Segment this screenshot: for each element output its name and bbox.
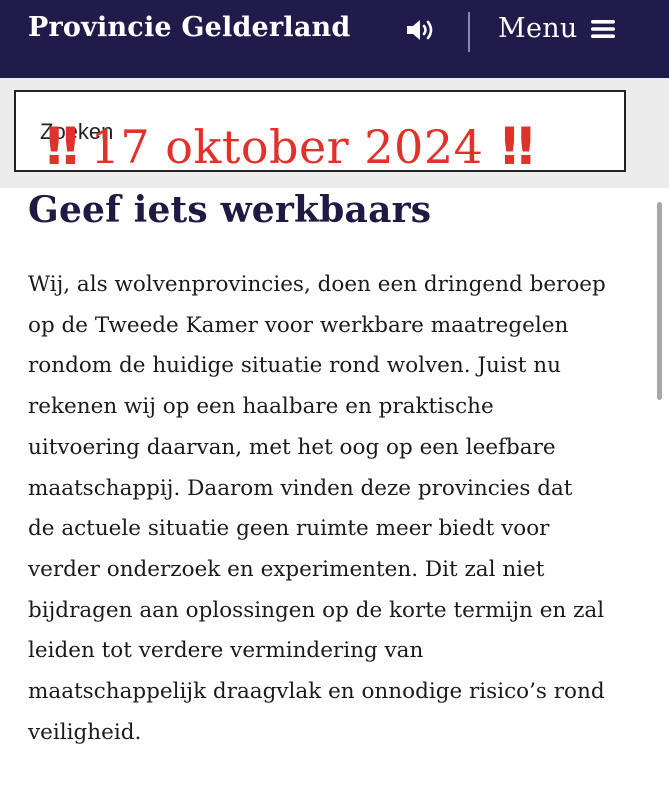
paragraph-line: leiden tot verdere vermindering van bbox=[28, 638, 424, 664]
double-exclamation-icon: ‼ bbox=[46, 117, 69, 177]
date-overlay bbox=[46, 107, 646, 187]
site-header bbox=[0, 0, 669, 78]
page-title: Geef iets werkbaars bbox=[28, 189, 432, 231]
double-exclamation-icon: ‼ bbox=[501, 117, 524, 177]
paragraph-line: bijdragen aan oplossingen op de korte termijn en zal bbox=[28, 597, 605, 623]
paragraph-line: Wij, als wolvenprovincies, doen een dringend beroep bbox=[28, 272, 606, 297]
speaker-icon[interactable] bbox=[405, 17, 439, 43]
paragraph-line: veiligheid. bbox=[28, 719, 142, 745]
header-divider bbox=[468, 12, 470, 52]
paragraph-line: op de Tweede Kamer voor werkbare maatregelen bbox=[28, 312, 569, 338]
site-title[interactable]: Provincie Gelderland bbox=[28, 12, 351, 43]
paragraph-line: maatschappelijk draagvlak en onnodige risico’s rond bbox=[28, 679, 605, 705]
paragraph-line: rondom de huidige situatie rond wolven. Juist nu bbox=[28, 353, 561, 379]
menu-label: Menu bbox=[498, 13, 578, 44]
article bbox=[0, 188, 669, 800]
scrollbar[interactable] bbox=[657, 202, 662, 400]
hamburger-icon bbox=[590, 18, 616, 40]
paragraph-line: maatschappij. Daarom vinden deze provincies dat bbox=[28, 475, 573, 501]
article-paragraph bbox=[28, 265, 664, 753]
paragraph-line: de actuele situatie geen ruimte meer biedt voor bbox=[28, 516, 550, 542]
paragraph-line: uitvoering daarvan, met het oog op een leefbare bbox=[28, 434, 556, 460]
paragraph-line: verder onderzoek en experimenten. Dit zal niet bbox=[28, 556, 545, 582]
menu-button[interactable] bbox=[498, 8, 616, 50]
paragraph-line: rekenen wij op een haalbare en praktische bbox=[28, 394, 494, 420]
overlay-date-text: 17 oktober 2024 bbox=[90, 120, 484, 174]
